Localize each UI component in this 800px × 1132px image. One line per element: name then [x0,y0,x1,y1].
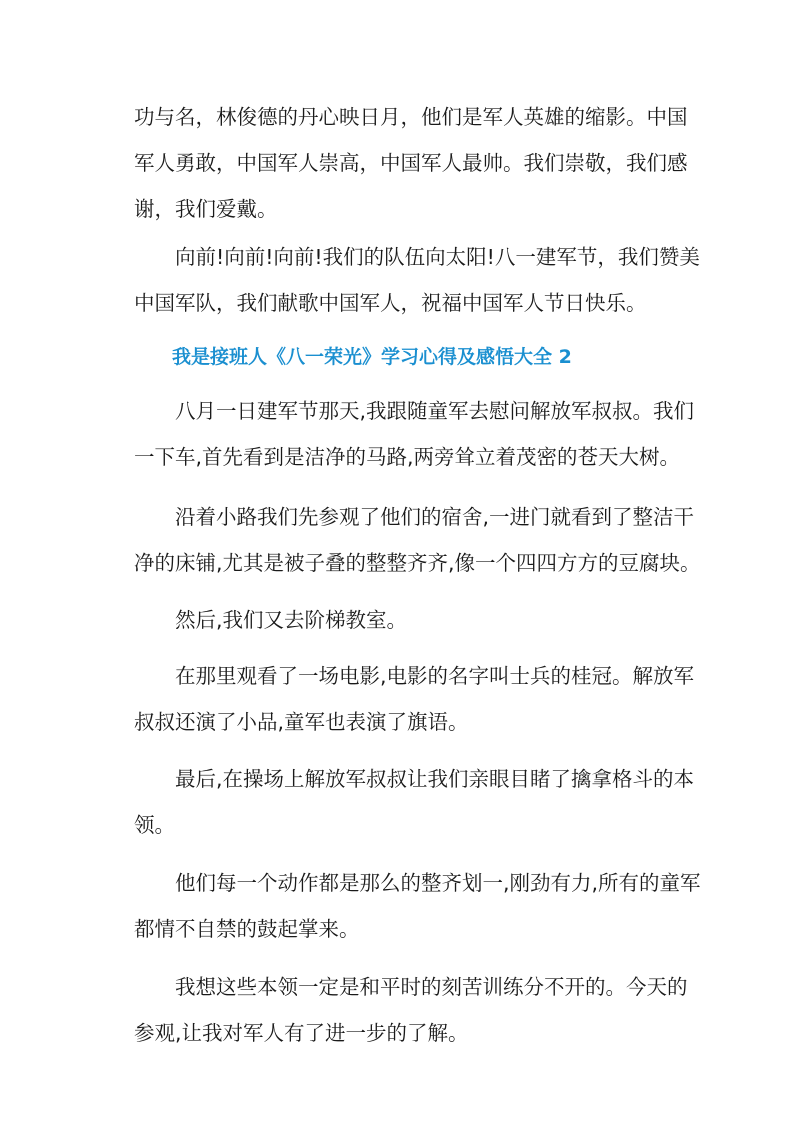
text-line: 我想这些本领一定是和平时的刻苦训练分不开的。今天的 [134,975,688,999]
paragraph [134,494,701,586]
text-line: 八月一日建军节那天,我跟随童军去慰问解放军叔叔。我们 [134,399,695,423]
text-line: 都情不自禁的鼓起掌来。 [134,917,360,941]
text-line: 谢，我们爱戴。 [134,197,278,221]
text-line: 参观,让我对军人有了进一步的了解。 [134,1021,469,1045]
text-line: 中国军队，我们献歌中国军人，祝福中国军人节日快乐。 [134,291,647,315]
text-line: 在那里观看了一场电影,电影的名字叫士兵的桂冠。解放军 [134,664,695,688]
text-line: 他们每一个动作都是那么的整齐划一,刚劲有力,所有的童军 [134,871,701,895]
text-line: 沿着小路我们先参观了他们的宿舍,一进门就看到了整洁干 [134,505,695,529]
paragraph [134,597,694,643]
paragraph [134,234,700,326]
paragraph [134,94,694,232]
paragraph [134,653,694,745]
text-line: 功与名，林俊德的丹心映日月，他们是军人英雄的缩影。中国 [134,105,688,129]
paragraph [134,756,694,848]
text-line: 一下车,首先看到是洁净的马路,两旁耸立着茂密的苍天大树。 [134,445,681,469]
paragraph [134,860,701,952]
text-line: 叔叔还演了小品,童军也表演了旗语。 [134,710,469,734]
text-line: 我是接班人《八一荣光》学习心得及感悟大全 2 [134,346,572,368]
text-line: 向前!向前!向前!我们的队伍向太阳!八一建军节，我们赞美 [134,245,700,269]
text-line: 然后,我们又去阶梯教室。 [134,608,408,632]
paragraph [134,388,694,480]
text-line: 最后,在操场上解放军叔叔让我们亲眼目睹了擒拿格斗的本 [134,767,695,791]
text-line: 净的床铺,尤其是被子叠的整整齐齐,像一个四四方方的豆腐块。 [134,551,701,575]
text-line: 领。 [134,813,175,837]
text-line: 军人勇敢，中国军人崇高，中国军人最帅。我们崇敬，我们感 [134,151,688,175]
paragraph [134,964,694,1056]
section-heading [134,334,694,380]
